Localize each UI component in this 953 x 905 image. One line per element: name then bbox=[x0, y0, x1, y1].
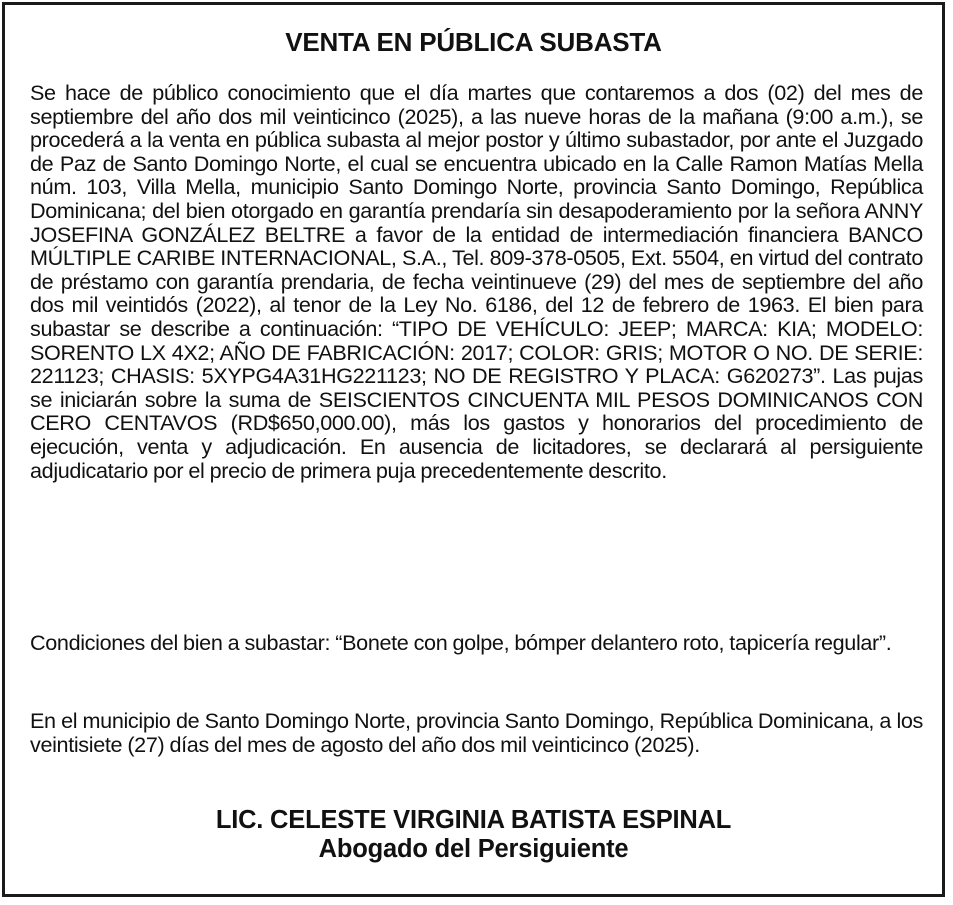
notice-paragraph-place-date: En el municipio de Santo Domingo Norte, provincia Santo Domingo, República Dominicana, a los veintisiete (27) días del mes de agosto del año dos mil veinticinco (2025). bbox=[30, 708, 923, 757]
legal-notice bbox=[2, 2, 945, 897]
signature-block bbox=[5, 806, 942, 864]
notice-paragraph-main: Se hace de público conocimiento que el día martes que contaremos a dos (02) del mes de septiembre del año dos mil veinticinco (2025), a las nueve horas de la mañana (9:00 a.m.), se procederá a la venta en pública subasta al mejor postor y último subastador, por ante el Juzgado de Paz de Santo Domingo Norte, el cual se encuentra ubicado en la Calle Ramon Matías Mella núm. 103, Villa Mella, municipio Santo Domingo Norte, provincia Santo Domingo, República Dominicana; del bien otorgado en garantía prendaría sin desapoderamiento por la señora ANNY JOSEFINA GONZÁLEZ BELTRE a favor de la entidad de intermediación financiera BANCO MÚLTIPLE CARIBE INTERNACIONAL, S.A., Tel. 809-378-0505, Ext. 5504, en virtud del contrato de préstamo con garantía prendaria, de fecha veintinueve (29) del mes de septiembre del año dos mil veintidós (2022), al tenor de la Ley No. 6186, del 12 de febrero de 1963. El bien para subastar se describe a continuación: “TIPO DE VEHÍCULO: JEEP; MARCA: KIA; MODELO: SORENTO LX 4X2; AÑO DE FABRICACIÓN: 2017; COLOR: GRIS; MOTOR O NO. DE SERIE: 221123; CHASIS: 5XYPG4A31HG221123; NO DE REGISTRO Y PLACA: G620273”. Las pujas se iniciarán sobre la suma de SEISCIENTOS CINCUENTA MIL PESOS DOMINICANOS CON CERO CENTAVOS (RD$650,000.00), más los gastos y honorarios del procedimiento de ejecución, venta y adjudicación. En ausencia de licitadores, se declarará al persiguiente adjudicatario por el precio de primera puja precedentemente descrito. bbox=[30, 80, 923, 483]
notice-title: VENTA EN PÚBLICA SUBASTA bbox=[285, 27, 662, 57]
notice-paragraph-conditions: Condiciones del bien a subastar: “Bonete con golpe, bómper delantero roto, tapicería regular”. bbox=[30, 630, 892, 655]
signer-name: LIC. CELESTE VIRGINIA BATISTA ESPINAL bbox=[215, 806, 732, 834]
signer-role: Abogado del Persiguiente bbox=[318, 835, 629, 863]
